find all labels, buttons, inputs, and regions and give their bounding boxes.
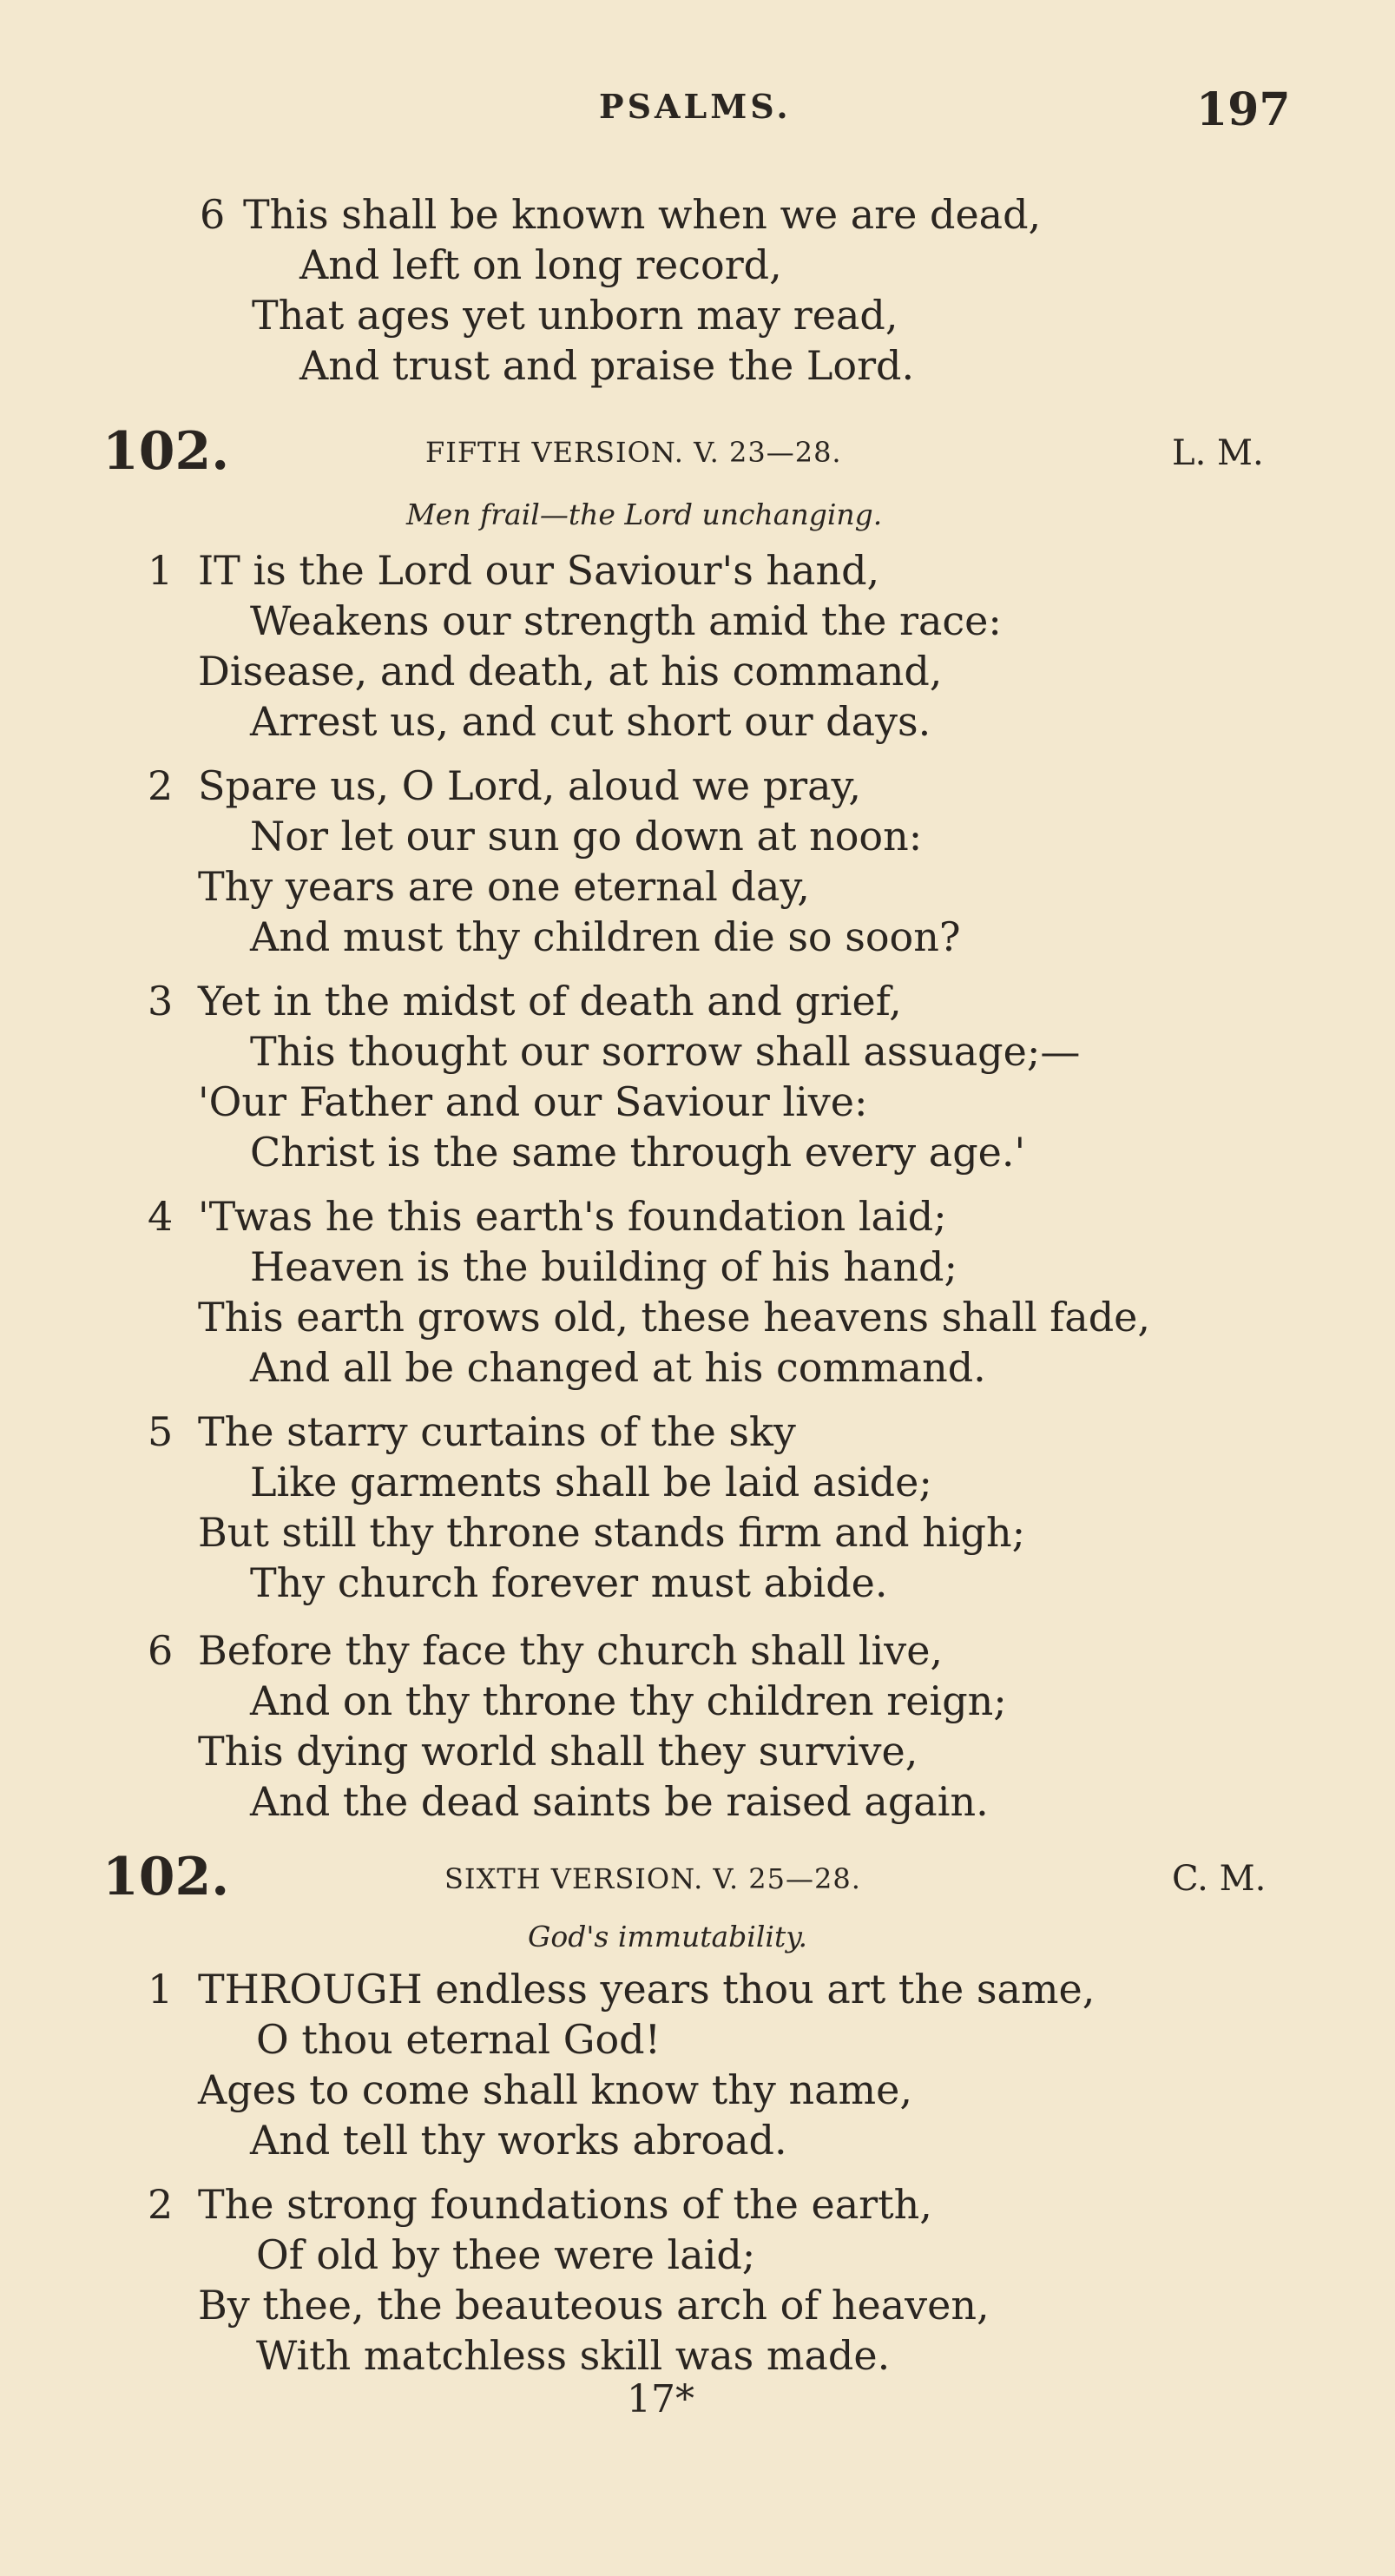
verse-line: Christ is the same through every age.' xyxy=(250,1129,1026,1176)
verse-line: By thee, the beauteous arch of heaven, xyxy=(198,2282,990,2329)
verse-line: This thought our sorrow shall assuage;— xyxy=(250,1028,1081,1075)
verse-number: 5 xyxy=(148,1408,174,1455)
hymn-number: 102. xyxy=(102,421,230,482)
verse-line: Yet in the midst of death and grief, xyxy=(198,978,902,1024)
verse-number: 6 xyxy=(148,1627,174,1674)
verse-line: Before thy face thy church shall live, xyxy=(198,1627,944,1674)
verse-line: The strong foundations of the earth, xyxy=(198,2181,932,2228)
verse-line: Like garments shall be laid aside; xyxy=(250,1459,932,1505)
verse-line: Arrest us, and cut short our days. xyxy=(250,698,931,745)
verse-line: IT is the Lord our Saviour's hand, xyxy=(198,547,880,594)
verse-line: That ages yet unborn may read, xyxy=(252,292,898,339)
verse-line: This earth grows old, these heavens shall fade, xyxy=(198,1294,1151,1341)
verse-line: Heaven is the building of his hand; xyxy=(250,1243,957,1290)
verse-line: With matchless skill was made. xyxy=(256,2332,891,2379)
verse-line: And all be changed at his command. xyxy=(250,1344,986,1391)
verse-line: But still thy throne stands firm and high; xyxy=(198,1509,1026,1556)
verse-line: This shall be known when we are dead, xyxy=(243,191,1042,238)
verse-number: 1 xyxy=(148,547,174,594)
version-heading: SIXTH VERSION. V. 25—28. xyxy=(444,1862,861,1895)
verse-line: 'Our Father and our Saviour live: xyxy=(198,1078,868,1125)
verse-line: And the dead saints be raised again. xyxy=(250,1778,989,1825)
verse-line: And on thy throne thy children reign; xyxy=(250,1677,1007,1724)
verse-line: Spare us, O Lord, aloud we pray, xyxy=(198,762,862,809)
verse-line: Thy years are one eternal day, xyxy=(198,863,810,910)
verse-number: 1 xyxy=(148,1966,174,2013)
verse-line: And tell thy works abroad. xyxy=(250,2117,787,2164)
version-heading: FIFTH VERSION. V. 23—28. xyxy=(425,436,842,469)
verse-line: Thy church forever must abide. xyxy=(250,1559,888,1606)
verse-line: And trust and praise the Lord. xyxy=(299,342,915,389)
hymn-subtitle: Men frail—the Lord unchanging. xyxy=(406,497,883,531)
verse-line: O thou eternal God! xyxy=(256,2016,661,2063)
verse-line: Of old by thee were laid; xyxy=(256,2231,756,2278)
running-title: PSALMS. xyxy=(599,87,792,126)
verse-line: And must thy children die so soon? xyxy=(250,913,961,960)
signature-mark: 17* xyxy=(627,2377,694,2421)
meter: L. M. xyxy=(1172,433,1264,473)
verse-line: The starry curtains of the sky xyxy=(198,1408,796,1455)
verse-number: 4 xyxy=(148,1193,174,1240)
verse-number: 6 xyxy=(200,191,226,238)
verse-line: Weakens our strength amid the race: xyxy=(250,597,1002,644)
verse-number: 2 xyxy=(148,2181,174,2228)
page-number: 197 xyxy=(1196,83,1291,136)
meter: C. M. xyxy=(1172,1859,1267,1899)
hymn-number: 102. xyxy=(102,1847,230,1907)
verse-line: 'Twas he this earth's foundation laid; xyxy=(198,1193,947,1240)
verse-line: Disease, and death, at his command, xyxy=(198,648,943,695)
verse-line: And left on long record, xyxy=(299,241,782,288)
verse-line: THROUGH endless years thou art the same, xyxy=(198,1966,1096,2013)
verse-line: This dying world shall they survive, xyxy=(198,1728,918,1775)
verse-number: 2 xyxy=(148,762,174,809)
verse-number: 3 xyxy=(148,978,174,1024)
verse-line: Ages to come shall know thy name, xyxy=(198,2066,912,2113)
verse-line: Nor let our sun go down at noon: xyxy=(250,813,923,860)
hymn-subtitle: God's immutability. xyxy=(528,1920,807,1953)
